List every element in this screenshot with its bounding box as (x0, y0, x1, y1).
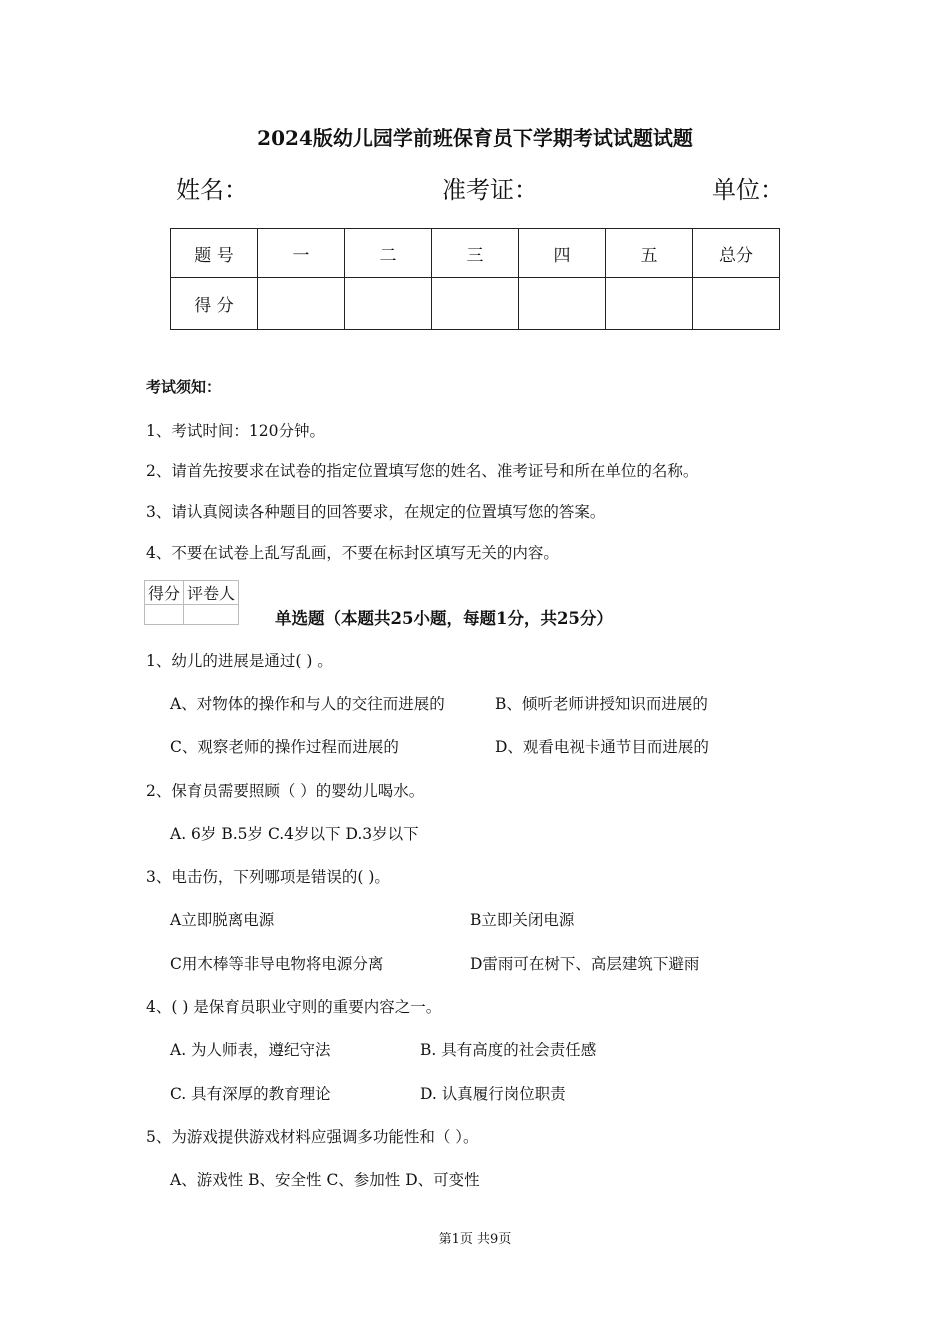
question-stem: 1、幼儿的进展是通过( ) 。 (146, 652, 333, 670)
grader-score-cell[interactable] (145, 605, 184, 625)
notice-heading: 考试须知： (146, 378, 222, 396)
question-stem: 4、( ) 是保育员职业守则的重要内容之一。 (146, 998, 442, 1016)
score-input-cell[interactable] (606, 278, 693, 330)
question-stem: 2、保育员需要照顾（ ）的婴幼儿喝水。 (146, 782, 425, 800)
score-table-cell: 总分 (693, 229, 780, 278)
score-table-cell: 一 (258, 229, 345, 278)
unit-field-label: 单位： (712, 176, 784, 204)
option-d: D、观看电视卡通节目而进展的 (495, 738, 709, 756)
option-a: A、对物体的操作和与人的交往而进展的 (170, 695, 445, 713)
score-table-cell: 三 (432, 229, 519, 278)
score-table (170, 228, 780, 330)
option-b: B. 具有高度的社会责任感 (420, 1041, 597, 1059)
score-table-cell: 四 (519, 229, 606, 278)
score-table-cell: 得 分 (171, 278, 258, 330)
option-a: A. 为人师表，遵纪守法 (170, 1041, 331, 1059)
score-table-score-row (171, 278, 780, 330)
question-stem: 5、为游戏提供游戏材料应强调多功能性和（ ）。 (146, 1128, 479, 1146)
options-inline: A、游戏性 B、安全性 C、参加性 D、可变性 (170, 1171, 480, 1189)
score-input-cell[interactable] (258, 278, 345, 330)
score-table-cell: 二 (345, 229, 432, 278)
option-b: B、倾听老师讲授知识而进展的 (495, 695, 708, 713)
option-d: D雷雨可在树下、高层建筑下避雨 (470, 955, 700, 973)
option-d: D. 认真履行岗位职责 (420, 1085, 566, 1103)
name-field-label: 姓名： (176, 176, 248, 204)
grader-reviewer-label: 评卷人 (184, 581, 239, 605)
score-table-cell: 题 号 (171, 229, 258, 278)
score-input-cell[interactable] (345, 278, 432, 330)
score-input-cell[interactable] (432, 278, 519, 330)
grader-reviewer-cell[interactable] (184, 605, 239, 625)
page-title: 2024版幼儿园学前班保育员下学期考试试题试题 (257, 126, 693, 150)
notice-item: 2、请首先按要求在试卷的指定位置填写您的姓名、准考证号和所在单位的名称。 (146, 462, 699, 480)
grader-table (144, 580, 239, 625)
notice-item: 1、考试时间：120分钟。 (146, 422, 325, 440)
exam-id-field-label: 准考证： (442, 176, 538, 204)
notice-item: 3、请认真阅读各种题目的回答要求，在规定的位置填写您的答案。 (146, 503, 606, 521)
page-footer: 第1页 共9页 (438, 1232, 512, 1247)
score-input-cell[interactable] (519, 278, 606, 330)
options-inline: A. 6岁 B.5岁 C.4岁以下 D.3岁以下 (170, 825, 419, 843)
option-a: A立即脱离电源 (170, 911, 275, 929)
grader-score-label: 得分 (145, 581, 184, 605)
score-table-header-row (171, 229, 780, 278)
score-input-cell[interactable] (693, 278, 780, 330)
section-title: 单选题（本题共25小题，每题1分，共25分） (275, 609, 613, 628)
score-table-cell: 五 (606, 229, 693, 278)
question-stem: 3、电击伤，下列哪项是错误的( )。 (146, 868, 390, 886)
option-c: C用木棒等非导电物将电源分离 (170, 955, 384, 973)
option-b: B立即关闭电源 (470, 911, 575, 929)
option-c: C. 具有深厚的教育理论 (170, 1085, 331, 1103)
option-c: C、观察老师的操作过程而进展的 (170, 738, 399, 756)
notice-item: 4、不要在试卷上乱写乱画，不要在标封区填写无关的内容。 (146, 544, 559, 562)
